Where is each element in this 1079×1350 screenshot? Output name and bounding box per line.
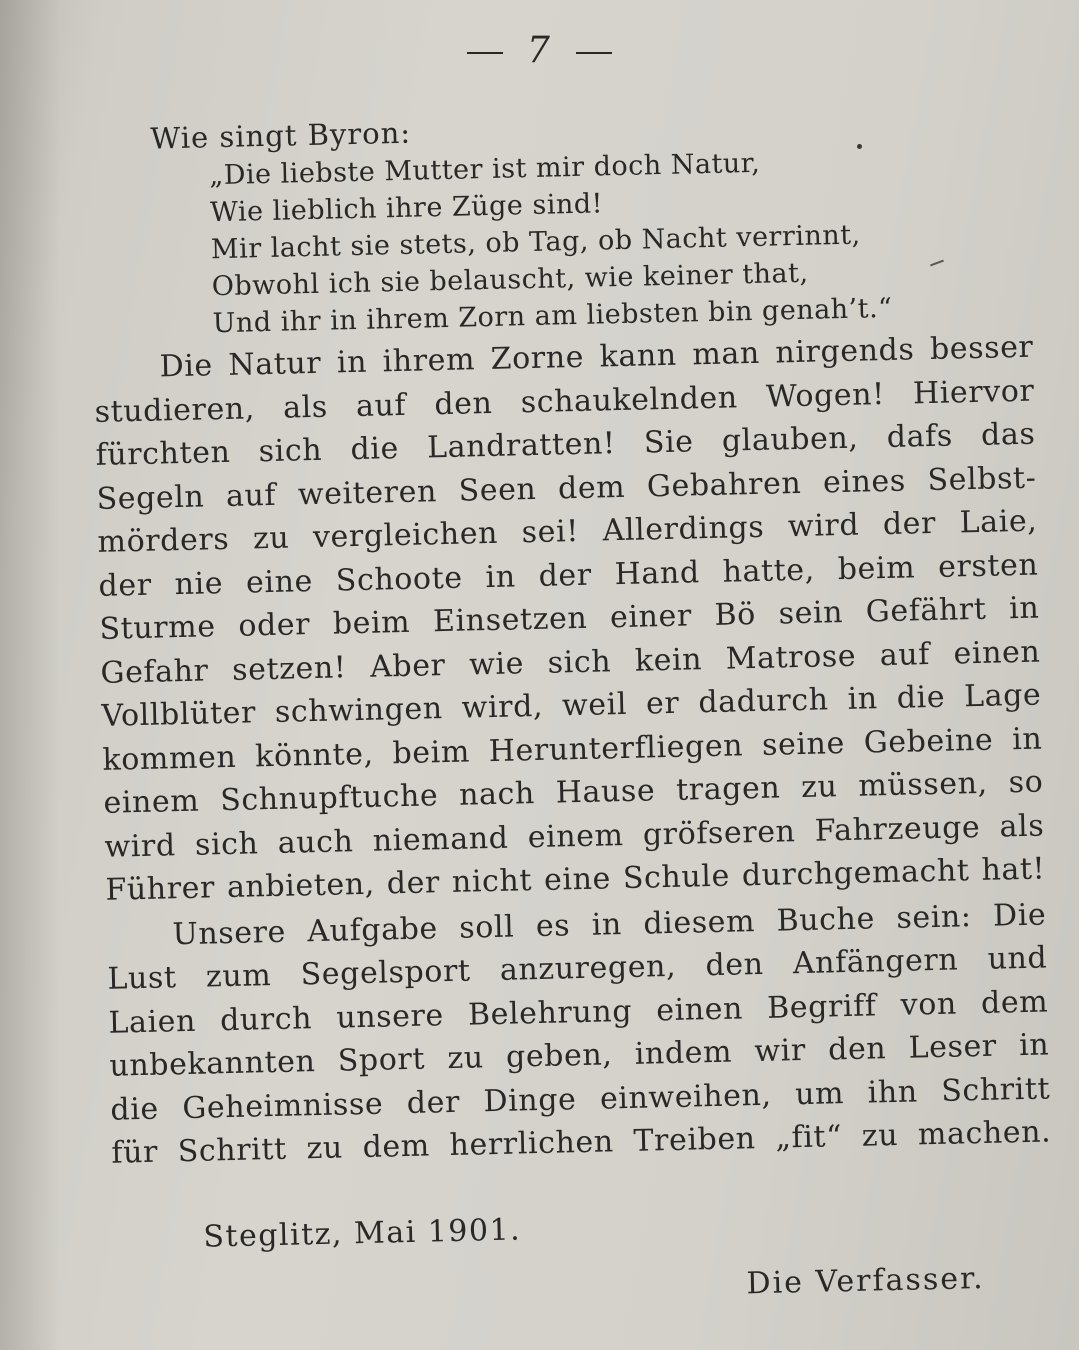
poem-quote: [209, 139, 1033, 343]
paragraph-aim: [106, 893, 1052, 1175]
poem-line: Und ihr in ihrem Zorn am liebsten bin genah’t.“: [212, 292, 893, 340]
text-line: Laien durch unsere Belehrung einen Begriff von dem: [108, 983, 1049, 1041]
text-line: die Geheimnisse der Dinge einweihen, um ihn Schritt: [110, 1070, 1051, 1128]
poem-intro: Wie singt Byron:: [150, 115, 412, 156]
text-line: Die Natur in ihrem Zorne kann man nirgends besser: [159, 329, 1034, 385]
poem-line: Wie lieblich ihre Züge sind!: [209, 188, 604, 229]
text-line: Führer anbieten, der nicht eine Schule durchgemacht hat!: [105, 851, 1046, 908]
page-number: 7: [527, 30, 552, 71]
body-text: [88, 99, 1055, 1316]
text-line: Segeln auf weiteren Seen dem Gebahren eines Selbst-: [96, 460, 1037, 517]
paragraph-nature: [93, 326, 1046, 913]
poem-line: Obwohl ich sie belauscht, wie keiner that,: [211, 257, 809, 303]
page-number-dash-left: [467, 52, 503, 54]
text-line: unbekannten Sport zu geben, indem wir den Leser in: [109, 1027, 1050, 1084]
text-line: Gefahr setzen! Aber wie sich kein Matrose auf einen: [100, 634, 1041, 691]
text-line: Unsere Aufgabe soll es in diesem Buche sein: Die: [172, 896, 1047, 952]
poem-line: Mir lacht sie stets, ob Tag, ob Nacht verrinnt,: [210, 219, 861, 266]
text-line: Lust zum Segelsport anzuregen, den Anfängern und: [107, 940, 1048, 997]
signature: Die Verfasser.: [746, 1260, 985, 1301]
place-date: Steglitz, Mai 1901.: [202, 1211, 522, 1255]
text-line: fürchten sich die Landratten! Sie glauben, dafs das: [95, 416, 1036, 473]
text-line: mörders zu vergleichen sei! Allerdings wird der Laie,: [97, 503, 1038, 560]
page-number-dash-right: [576, 52, 612, 54]
text-line: kommen könnte, beim Herunterfliegen seine Gebeine in: [102, 721, 1043, 778]
text-line: einem Schnupftuche nach Hause tragen zu müssen, so: [103, 764, 1044, 821]
text-line: wird sich auch niemand einem gröfseren Fahrzeuge als: [104, 807, 1045, 865]
poem-line: „Die liebste Mutter ist mir doch Natur,: [208, 147, 761, 192]
text-line: studieren, als auf den schaukelnden Wogen! Hiervor: [94, 373, 1035, 430]
text-line: für Schritt zu dem herrlichen Treiben „fit“ zu machen.: [111, 1114, 1052, 1171]
page-number-header: [0, 30, 1079, 71]
text-line: Vollblüter schwingen wird, weil er dadurch in die Lage: [101, 677, 1042, 734]
text-line: der nie eine Schoote in der Hand hatte, beim ersten: [98, 547, 1039, 604]
text-line: Sturme oder beim Einsetzen einer Bö sein Gefährt in: [99, 590, 1040, 647]
